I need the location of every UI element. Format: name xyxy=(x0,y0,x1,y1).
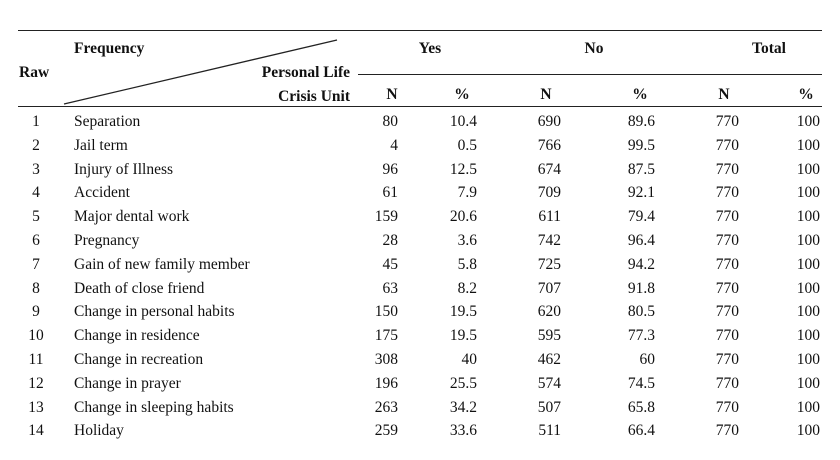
cell-no-n: 462 xyxy=(537,351,561,368)
cell-yes-pct: 12.5 xyxy=(449,160,477,178)
cell-yes-n: 175 xyxy=(374,327,398,345)
cell-total-n: 770 xyxy=(715,374,739,392)
cell-total-pct: 100 xyxy=(796,232,820,249)
cell-total-n: 770 xyxy=(715,208,739,226)
cell-raw: 7 xyxy=(32,255,40,273)
cell-raw: 12 xyxy=(28,374,44,392)
header-yes-pct: % xyxy=(454,86,470,103)
cell-yes-pct: 20.6 xyxy=(449,208,477,226)
cell-no-pct: 96.4 xyxy=(627,232,655,249)
cell-raw: 14 xyxy=(28,422,44,440)
cell-item: Injury of Illness xyxy=(74,160,174,178)
cell-yes-pct: 40 xyxy=(461,351,477,368)
cell-item: Separation xyxy=(74,113,141,130)
cell-total-n: 770 xyxy=(715,398,739,416)
cell-yes-n: 63 xyxy=(382,279,398,297)
header-yes-n: N xyxy=(386,86,398,103)
cell-raw: 5 xyxy=(32,208,40,226)
cell-total-pct: 100 xyxy=(796,279,820,297)
cell-item: Pregnancy xyxy=(74,232,140,249)
cell-no-pct: 79.4 xyxy=(627,208,655,226)
cell-yes-n: 80 xyxy=(382,113,398,130)
header-total-pct: % xyxy=(798,86,814,103)
cell-yes-pct: 10.4 xyxy=(449,113,477,130)
cell-no-n: 507 xyxy=(537,398,561,416)
cell-no-pct: 99.5 xyxy=(627,136,655,154)
cell-raw: 9 xyxy=(32,303,40,321)
cell-yes-n: 259 xyxy=(374,422,398,440)
cell-raw: 10 xyxy=(28,327,44,345)
cell-total-n: 770 xyxy=(715,279,739,297)
cell-raw: 6 xyxy=(32,232,40,249)
cell-no-n: 611 xyxy=(538,208,561,226)
cell-total-pct: 100 xyxy=(796,303,820,321)
cell-yes-n: 45 xyxy=(382,255,398,273)
cell-total-n: 770 xyxy=(715,327,739,345)
cell-no-n: 620 xyxy=(537,303,561,321)
cell-yes-n: 150 xyxy=(374,303,398,321)
cell-raw: 13 xyxy=(28,398,44,416)
header-no-pct: % xyxy=(632,86,648,103)
cell-raw: 1 xyxy=(32,113,40,130)
cell-yes-pct: 7.9 xyxy=(457,184,477,202)
header-crisis-unit: Crisis Unit xyxy=(278,88,350,105)
cell-item: Jail term xyxy=(74,136,128,154)
cell-total-pct: 100 xyxy=(796,327,820,345)
cell-no-n: 742 xyxy=(537,232,561,249)
cell-yes-pct: 25.5 xyxy=(449,374,477,392)
cell-no-pct: 65.8 xyxy=(627,398,655,416)
cell-no-pct: 66.4 xyxy=(627,422,655,440)
cell-total-n: 770 xyxy=(715,113,739,130)
cell-yes-pct: 8.2 xyxy=(457,279,477,297)
cell-no-pct: 94.2 xyxy=(627,255,655,273)
cell-yes-pct: 5.8 xyxy=(457,255,477,273)
header-total-n: N xyxy=(718,86,730,103)
cell-total-n: 770 xyxy=(715,303,739,321)
cell-item: Change in residence xyxy=(74,327,200,345)
cell-no-n: 725 xyxy=(537,255,561,273)
cell-total-pct: 100 xyxy=(796,351,820,368)
cell-no-n: 511 xyxy=(538,422,561,440)
cell-no-n: 674 xyxy=(537,160,561,178)
header-total: Total xyxy=(752,40,786,57)
header-no: No xyxy=(584,40,604,57)
cell-total-n: 770 xyxy=(715,184,739,202)
cell-no-n: 574 xyxy=(537,374,561,392)
cell-total-n: 770 xyxy=(715,160,739,178)
cell-no-n: 595 xyxy=(537,327,561,345)
cell-item: Major dental work xyxy=(74,208,190,226)
cell-no-pct: 74.5 xyxy=(627,374,655,392)
cell-yes-n: 263 xyxy=(374,398,398,416)
cell-yes-n: 4 xyxy=(390,136,398,154)
cell-yes-n: 196 xyxy=(374,374,398,392)
cell-total-n: 770 xyxy=(715,232,739,249)
cell-yes-n: 61 xyxy=(382,184,398,202)
header-yes: Yes xyxy=(418,40,442,57)
cell-total-n: 770 xyxy=(715,351,739,368)
cell-yes-pct: 19.5 xyxy=(449,327,477,345)
cell-no-pct: 80.5 xyxy=(627,303,655,321)
cell-item: Change in prayer xyxy=(74,374,181,392)
cell-item: Gain of new family member xyxy=(74,255,250,273)
cell-yes-n: 96 xyxy=(382,160,398,178)
cell-raw: 2 xyxy=(32,136,40,154)
cell-yes-pct: 3.6 xyxy=(457,232,477,249)
cell-total-pct: 100 xyxy=(796,422,820,440)
cell-item: Holiday xyxy=(74,422,124,440)
cell-item: Change in sleeping habits xyxy=(74,398,234,416)
cell-total-pct: 100 xyxy=(796,398,820,416)
cell-raw: 3 xyxy=(32,160,40,178)
cell-no-n: 707 xyxy=(537,279,561,297)
cell-item: Accident xyxy=(74,184,130,202)
cell-total-n: 770 xyxy=(715,422,739,440)
cell-total-n: 770 xyxy=(715,255,739,273)
cell-total-pct: 100 xyxy=(796,184,820,202)
cell-yes-n: 28 xyxy=(382,232,398,249)
header-frequency: Frequency xyxy=(74,40,145,57)
cell-item: Death of close friend xyxy=(74,279,205,297)
cell-raw: 11 xyxy=(28,351,44,368)
cell-no-pct: 91.8 xyxy=(627,279,655,297)
cell-no-pct: 60 xyxy=(639,351,655,368)
cell-total-n: 770 xyxy=(715,136,739,154)
cell-no-n: 709 xyxy=(537,184,561,202)
header-raw: Raw xyxy=(19,64,50,81)
cell-raw: 8 xyxy=(32,279,40,297)
cell-total-pct: 100 xyxy=(796,374,820,392)
cell-item: Change in recreation xyxy=(74,351,204,368)
cell-no-pct: 92.1 xyxy=(627,184,655,202)
cell-no-n: 766 xyxy=(537,136,561,154)
cell-total-pct: 100 xyxy=(796,113,820,130)
cell-total-pct: 100 xyxy=(796,160,820,178)
cell-no-pct: 89.6 xyxy=(627,113,655,130)
cell-yes-pct: 33.6 xyxy=(449,422,477,440)
header-personal-life: Personal Life xyxy=(261,64,350,81)
cell-total-pct: 100 xyxy=(796,136,820,154)
cell-raw: 4 xyxy=(32,184,40,202)
cell-yes-pct: 0.5 xyxy=(457,136,477,154)
cell-yes-n: 308 xyxy=(374,351,398,368)
cell-yes-pct: 34.2 xyxy=(449,398,477,416)
cell-total-pct: 100 xyxy=(796,255,820,273)
cell-yes-n: 159 xyxy=(374,208,398,226)
cell-yes-pct: 19.5 xyxy=(449,303,477,321)
header-no-n: N xyxy=(540,86,552,103)
cell-no-n: 690 xyxy=(537,113,561,130)
cell-total-pct: 100 xyxy=(796,208,820,226)
cell-item: Change in personal habits xyxy=(74,303,235,321)
cell-no-pct: 87.5 xyxy=(627,160,655,178)
cell-no-pct: 77.3 xyxy=(627,327,655,345)
